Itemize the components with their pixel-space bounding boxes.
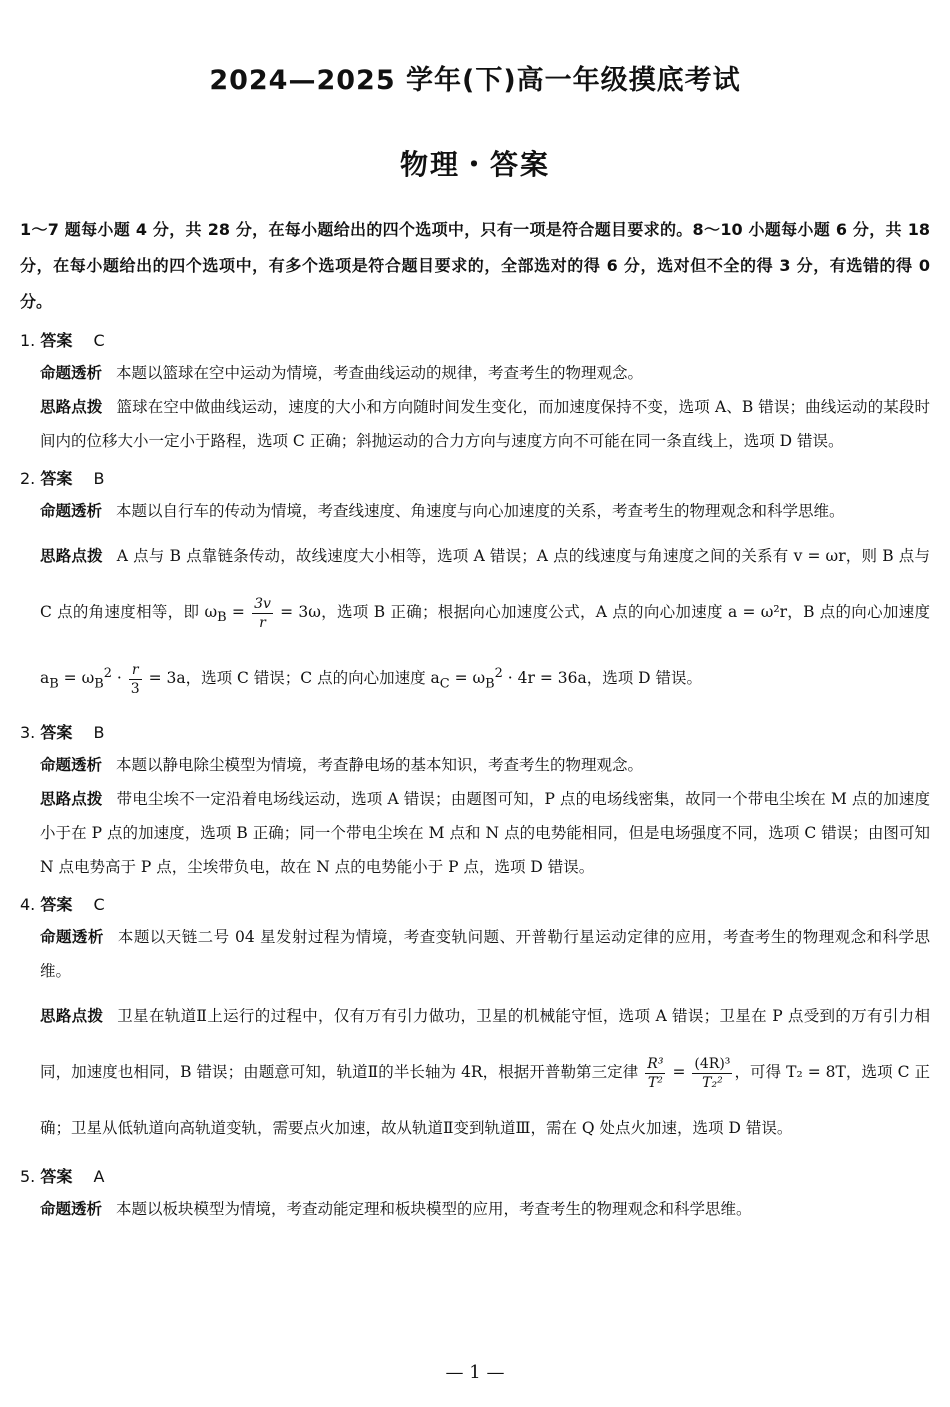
question-3-hint xyxy=(40,782,930,884)
hint-label: 思路点拨 xyxy=(40,790,103,809)
question-5-intent xyxy=(40,1192,930,1226)
fraction: $\frac{r}{3}$ xyxy=(130,661,140,697)
answer-label: 答案 xyxy=(40,723,73,743)
question-4-answer xyxy=(20,890,930,920)
hint-text: 卫星在轨道Ⅱ上运行的过程中，仅有万有引力做功，卫星的机械能守恒，选项 A 错误；卫星在 P 点受到的万有引力相同，加速度也相同，B 错误；由题意可知，轨道Ⅱ的半长轴为 4R，根据开普勒第三定律 xyxy=(40,1007,930,1082)
answer-content xyxy=(20,212,930,1226)
intent-label: 命题透析 xyxy=(40,364,103,382)
intent-label: 命题透析 xyxy=(40,502,103,520)
answer-value: B xyxy=(93,469,105,488)
hint-text: 篮球在空中做曲线运动，速度的大小和方向随时间发生变化，而加速度保持不变，选项 A、B 错误；曲线运动的某段时间内的位移大小一定小于路程，选项 C 正确；斜抛运动的合力方向与速度方向不可能在同一条直线上，选项 D 错误。 xyxy=(40,398,930,450)
question-number: 5. xyxy=(20,1167,36,1187)
hint-text: · 4r = 36a，选项 D 错误。 xyxy=(507,669,702,688)
question-4-intent xyxy=(40,920,930,988)
hint-text: = 3a，选项 C 错误；C 点的向心加速度 a xyxy=(148,669,440,688)
question-3-intent xyxy=(40,748,930,782)
hint-label: 思路点拨 xyxy=(40,398,103,416)
hint-text: = ω xyxy=(454,669,486,688)
question-4-hint: 思路点拨 卫星在轨道Ⅱ上运行的过程中，仅有万有引力做功，卫星的机械能守恒，选项 A 错误；卫星在 P 点受到的万有引力相同，加速度也相同，B 错误；由题意可知，轨道Ⅱ的半长轴为 4R，根据开普勒第三定律 $\frac{\text{R³}}{\text{T²}}$ = $\frac{\text{(4R)³}}{\text{T₂²}}$ ，可得 T₂ = 8T，选项 C 正确；卫星从低轨道向高轨道变轨，需要点火加速，故从轨道Ⅱ变到轨道Ⅲ，需在 Q 处点火加速，选项 D 错误。 xyxy=(40,1007,930,1138)
question-1-answer xyxy=(20,326,930,356)
answer-value: A xyxy=(93,1167,105,1187)
question-number: 4. xyxy=(20,895,36,915)
hint-text: = 3ω，选项 B 正确；根据向心加速度公式，A 点的向心加速度 a = ω²r，B 点的向心加速度 a xyxy=(40,603,931,688)
question-2-intent xyxy=(40,494,930,528)
question-5-answer xyxy=(20,1162,930,1192)
intent-text: 本题以静电除尘模型为情境，考查静电场的基本知识，考查考生的物理观念。 xyxy=(116,756,644,775)
intent-text: 本题以篮球在空中运动为情境，考查曲线运动的规律，考查考生的物理观念。 xyxy=(116,364,644,382)
answer-label: 答案 xyxy=(40,469,73,488)
answer-value: C xyxy=(93,331,105,350)
question-3-answer xyxy=(20,718,930,748)
answer-label: 答案 xyxy=(40,331,73,350)
intent-text: 本题以自行车的传动为情境，考查线速度、角速度与向心加速度的关系，考查考生的物理观念和科学思维。 xyxy=(116,502,845,520)
question-number: 3. xyxy=(20,723,36,743)
fraction: $\frac{\text{(4R)³}}{\text{T₂²}}$ xyxy=(694,1055,731,1091)
question-number: 2. xyxy=(20,469,36,488)
question-1-hint xyxy=(40,390,930,458)
answer-value: B xyxy=(93,723,105,743)
fraction: $\frac{3v}{r}$ xyxy=(254,595,271,631)
question-number: 1. xyxy=(20,331,36,350)
hint-text: 带电尘埃不一定沿着电场线运动，选项 A 错误；由题图可知，P 点的电场线密集，故同一个带电尘埃在 M 点的加速度小于在 P 点的加速度，选项 B 正确；同一个带电尘埃在 M 点和 N 点的电势能相同，但是电场强度不同，选项 C 错误；由图可知 N 点电势高于 P 点，尘埃带负电，故在 N 点的电势能小于 P 点，选项 D 错误。 xyxy=(40,790,930,877)
intent-label: 命题透析 xyxy=(40,1200,103,1219)
hint-text: ，可得 T₂ = 8T，选项 C 正确；卫星从低轨道向高轨道变轨，需要点火加速，故从轨道Ⅱ变到轨道Ⅲ，需在 Q 处点火加速，选项 D 错误。 xyxy=(40,1063,930,1138)
intent-label: 命题透析 xyxy=(40,756,103,775)
answer-value: C xyxy=(93,895,105,915)
hint-label: 思路点拨 xyxy=(40,1007,104,1026)
question-2-hint: 思路点拨 A 点与 B 点靠链条传动，故线速度大小相等，选项 A 错误；A 点的线速度与角速度之间的关系有 v = ωr，则 B 点与 C 点的角速度相等，即 $\omega_B$ = $\frac{3v}{r}$ = 3ω，选项 B 正确；根据向心加速度公式，A 点的向心加速度 a = ω²r，B 点的向心加速度 $a_B = \omega_B^2$ · $\frac{r}{3}$ = 3a，选项 C 错误；C 点的向心加速度 $a_C = \omega_B^2 \cdot 4r = 36a$，选项 D 错误。 xyxy=(40,547,931,697)
intent-text: 本题以板块模型为情境，考查动能定理和板块模型的应用，考查考生的物理观念和科学思维。 xyxy=(116,1200,752,1219)
hint-text: A 点与 B 点靠链条传动，故线速度大小相等，选项 A 错误；A 点的线速度与角速度之间的关系有 v = ωr，则 B 点与 C 点的角速度相等，即 ω xyxy=(40,547,930,621)
page-subtitle: 物理・答案 xyxy=(399,148,550,181)
question-1-intent xyxy=(40,356,930,390)
intent-text: 本题以天链二号 04 星发射过程为情境，考查变轨问题、开普勒行星运动定律的应用，考查考生的物理观念和科学思维。 xyxy=(40,928,930,981)
hint-label: 思路点拨 xyxy=(40,547,103,565)
scoring-instructions: 1～7 题每小题 4 分，共 28 分，在每小题给出的四个选项中，只有一项是符合题目要求的。8～10 小题每小题 6 分，共 18 分，在每小题给出的四个选项中，有多个选项是符合题目要求的，全部选对的得 6 分，选对但不全的得 3 分，有选错的得 0 分。 xyxy=(20,220,930,311)
answer-label: 答案 xyxy=(40,1167,73,1187)
fraction: $\frac{\text{R³}}{\text{T²}}$ xyxy=(647,1055,664,1091)
page-number: — 1 — xyxy=(445,1362,505,1383)
answer-label: 答案 xyxy=(40,895,73,915)
question-2-answer xyxy=(20,464,930,494)
intent-label: 命题透析 xyxy=(40,928,104,947)
page-title: 2024—2025 学年(下)高一年级摸底考试 xyxy=(209,65,741,96)
